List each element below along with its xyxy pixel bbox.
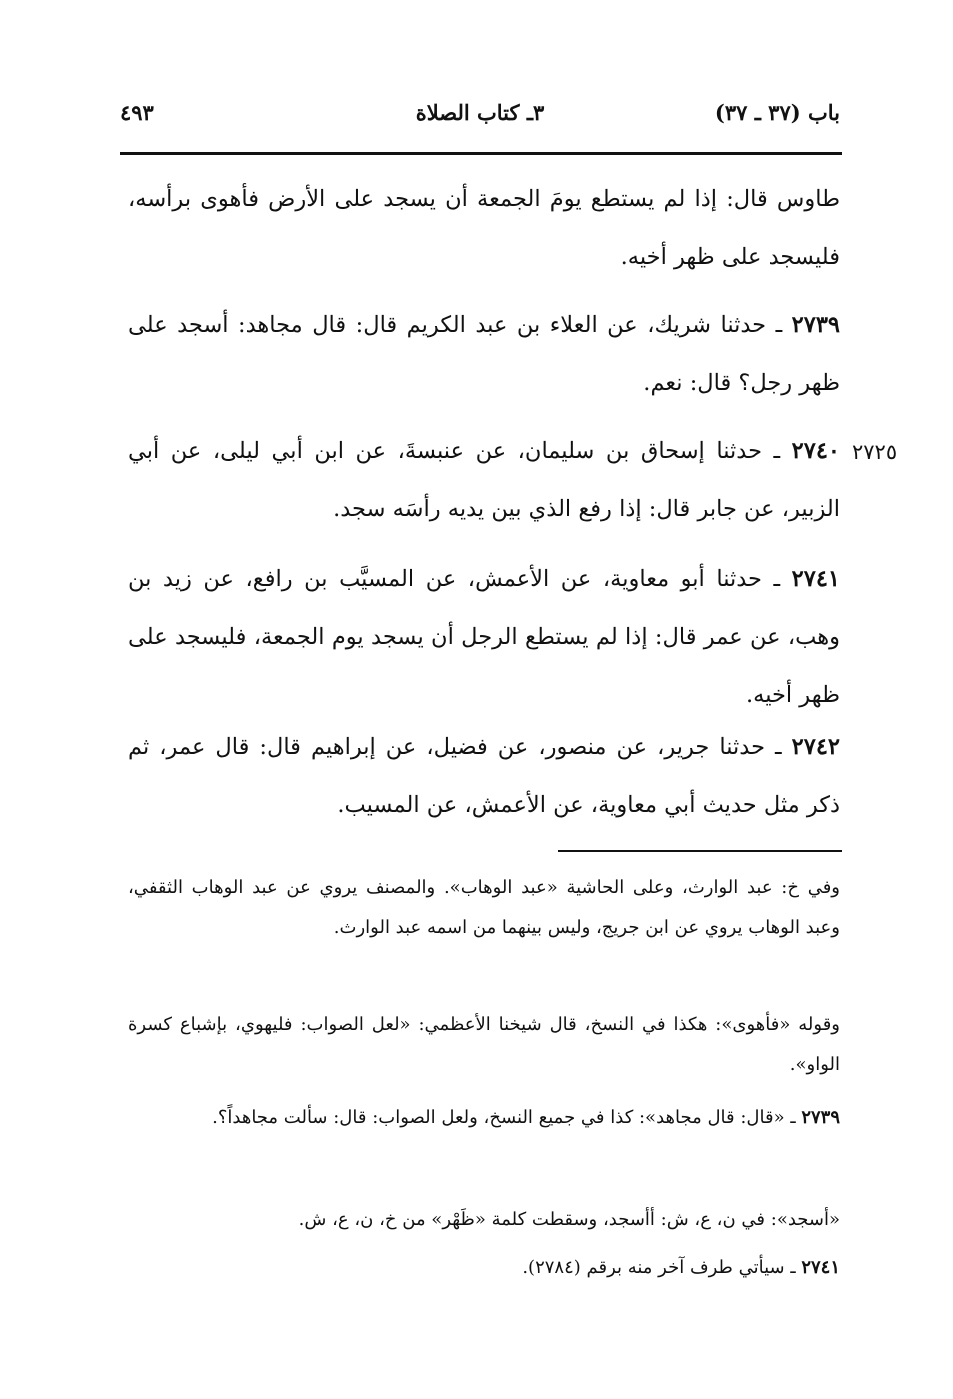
paragraph-continuation bbox=[128, 170, 840, 286]
footnote-text: وفي خ: عبد الوارث، وعلى الحاشية «عبد الوهاب». والمصنف يروي عن عبد الوهاب الثقفي، وعبد الوهاب يروي عن ابن جريج، وليس بينهما من اسمه عبد الوارث. bbox=[128, 877, 840, 938]
footnote bbox=[128, 1200, 840, 1240]
hadith-text: ـ حدثنا شريك، عن العلاء بن عبد الكريم قال: قال مجاهد: أسجد على ظهر رجل؟ قال: نعم. bbox=[128, 312, 840, 396]
header-rule bbox=[120, 152, 842, 155]
hadith-2739 bbox=[128, 296, 840, 412]
hadith-number: ٢٧٣٩ bbox=[791, 312, 840, 338]
hadith-text: ـ حدثنا أبو معاوية، عن الأعمش، عن المسيَّب بن رافع، عن زيد بن وهب، عن عمر قال: إذا لم يستطع الرجل أن يسجد يوم الجمعة، فليسجد على ظهر أخيه. bbox=[128, 566, 840, 708]
footnote bbox=[128, 1248, 840, 1288]
footnote-text: «أسجد»: في ن، ع، ش: أأسجد، وسقطت كلمة «ظَهْر» من خ، ن، ع، ش. bbox=[298, 1209, 840, 1230]
book-title: ٣ـ كتاب الصلاة bbox=[415, 100, 545, 125]
paragraph-text: طاوس قال: إذا لم يستطع يومَ الجمعة أن يسجد على الأرض فأهوى برأسه، فليسجد على ظهر أخيه. bbox=[128, 186, 840, 270]
footnote-text: ـ سيأتي طرف آخر منه برقم (٢٧٨٤). bbox=[522, 1257, 802, 1278]
page-header bbox=[120, 100, 840, 140]
hadith-2740 bbox=[128, 422, 840, 538]
footnote-separator bbox=[558, 850, 842, 852]
footnote bbox=[128, 868, 840, 948]
hadith-2741 bbox=[128, 550, 840, 724]
hadith-2742 bbox=[128, 718, 840, 834]
margin-reference-number: ٢٧٢٥ bbox=[852, 440, 898, 464]
footnote-text: ـ «قال: قال مجاهد»: كذا في جميع النسخ، ولعل الصواب: قال: سألت مجاهداً؟. bbox=[212, 1107, 802, 1128]
hadith-text: ـ حدثنا إسحاق بن سليمان، عن عنبسةَ، عن ابن أبي ليلى، عن أبي الزبير، عن جابر قال: إذا رفع الذي بين يديه رأسَه سجد. bbox=[128, 438, 840, 522]
hadith-number: ٢٧٤٠ bbox=[791, 438, 840, 464]
footnote-number: ٢٧٤١ bbox=[801, 1257, 840, 1278]
footnote-text: وقوله «فأهوى»: هكذا في النسخ، قال شيخنا الأعظمي: «لعل الصواب: فليهوي، بإشباع كسرة الواو». bbox=[128, 1014, 840, 1075]
hadith-number: ٢٧٤٢ bbox=[791, 734, 840, 760]
footnote bbox=[128, 1098, 840, 1138]
hadith-text: ـ حدثنا جرير، عن منصور، عن فضيل، عن إبراهيم قال: قال عمر، ثم ذكر مثل حديث أبي معاوية، عن الأعمش، عن المسيب. bbox=[128, 734, 840, 818]
chapter-range: باب (٣٧ ـ ٣٧) bbox=[714, 100, 840, 125]
page-number: ٤٩٣ bbox=[120, 100, 154, 125]
footnote-number: ٢٧٣٩ bbox=[801, 1107, 840, 1128]
hadith-number: ٢٧٤١ bbox=[791, 566, 840, 592]
footnote bbox=[128, 1005, 840, 1085]
